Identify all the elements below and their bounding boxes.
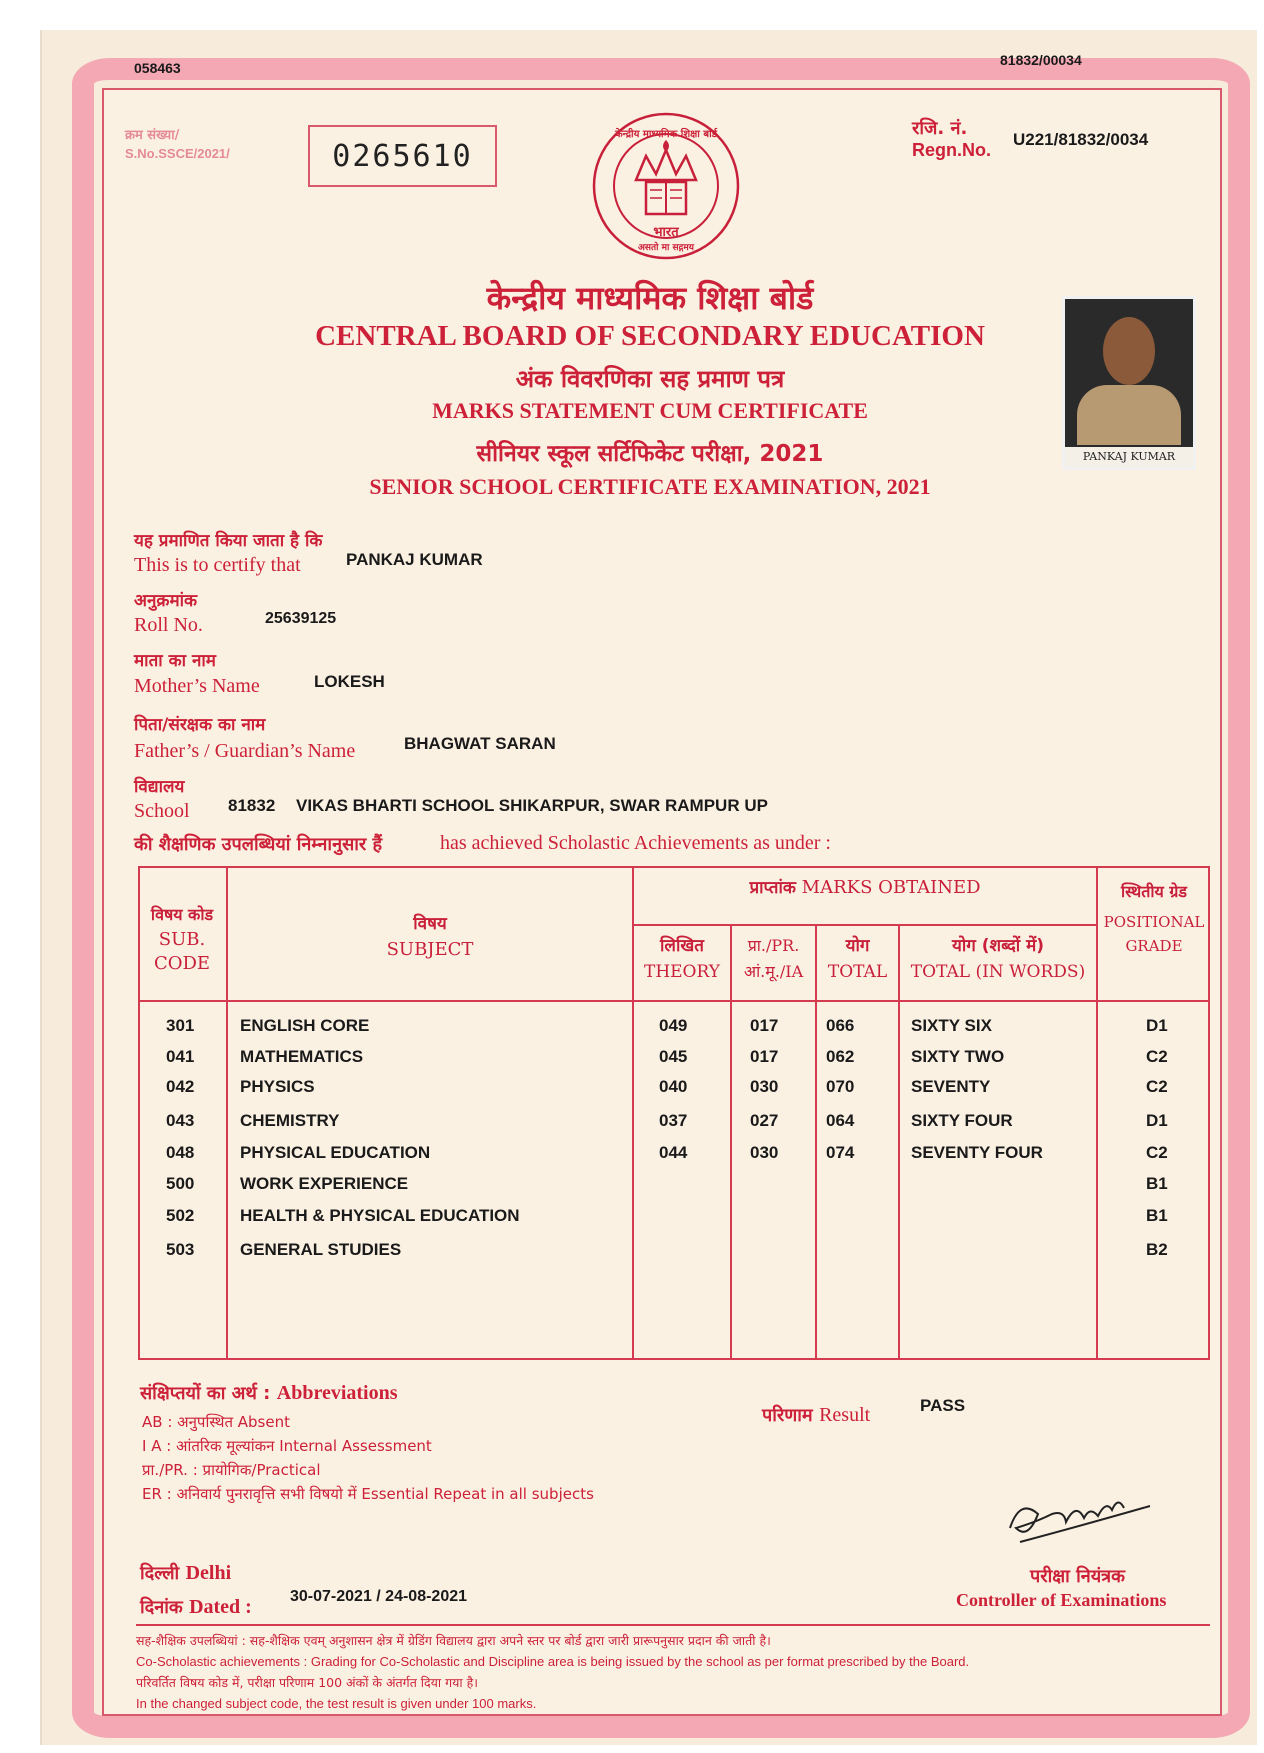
abbr-item: प्रा./PR. : प्रायोगिक/Practical: [142, 1461, 321, 1479]
th-marks: [634, 876, 1096, 900]
cell-grade: C2: [1146, 1077, 1168, 1096]
th-code-1: SUB.: [158, 929, 206, 950]
cell-pr: 027: [750, 1111, 779, 1130]
certify-label: This is to certify that: [134, 554, 301, 576]
cell-code: 048: [166, 1143, 195, 1162]
student-photo: [1062, 296, 1196, 470]
footer-line: In the changed subject code, the test result is given under 100 marks.: [136, 1696, 537, 1711]
abbr-title-label: Abbreviations: [276, 1382, 398, 1404]
school-label: School: [134, 800, 190, 822]
dated-hindi: दिनांक: [140, 1597, 183, 1618]
cell-grade: B2: [1146, 1240, 1168, 1259]
th-ia: आं.मू./IA: [743, 962, 804, 981]
th-words: TOTAL (IN WORDS): [910, 962, 1086, 982]
place: [140, 1560, 231, 1585]
board-seal: [590, 110, 742, 262]
cell-pr: 017: [750, 1016, 779, 1035]
cell-code: 500: [166, 1174, 195, 1193]
achieved-hindi: की शैक्षणिक उपलब्धियां निम्नानुसार हैं: [134, 834, 383, 855]
cell-pr: 030: [750, 1077, 779, 1096]
cell-code: 041: [166, 1047, 195, 1066]
result-label-text: Result: [819, 1404, 871, 1426]
certify-hindi: यह प्रमाणित किया जाता है कि: [134, 531, 323, 551]
cell-grade: B1: [1146, 1206, 1168, 1225]
cell-subject: HEALTH & PHYSICAL EDUCATION: [240, 1206, 520, 1225]
cell-subject: CHEMISTRY: [240, 1111, 340, 1130]
th-total: TOTAL: [827, 962, 888, 982]
seal-text-top: केन्द्रीय माध्यमिक शिक्षा बोर्ड: [614, 129, 718, 140]
school-name: VIKAS BHARTI SCHOOL SHIKARPUR, SWAR RAMPUR UP: [296, 796, 768, 815]
mother-name: LOKESH: [314, 672, 385, 691]
dated: [140, 1594, 252, 1619]
th-subject-hindi: विषय: [413, 914, 447, 934]
th-theory: THEORY: [643, 962, 720, 982]
result-hindi: परिणाम: [762, 1405, 813, 1426]
th-code-hindi: विषय कोड: [150, 905, 214, 924]
cell-pr: 017: [750, 1047, 779, 1066]
abbr-title-hindi: संक्षिप्तयों का अर्थ :: [140, 1383, 271, 1404]
footer-line: Co-Scholastic achievements : Grading for Co-Scholastic and Discipline area is being issued by the school as per format prescribed by the Board.: [136, 1654, 970, 1669]
cell-words: SEVENTY: [911, 1077, 991, 1096]
cell-grade: D1: [1146, 1111, 1168, 1130]
serial-number: 0265610: [308, 125, 497, 187]
cell-code: 301: [166, 1016, 195, 1035]
th-theory-hindi: लिखित: [660, 936, 704, 956]
abbr-item: AB : अनुपस्थित Absent: [142, 1413, 290, 1431]
footer-line: सह-शैक्षिक उपलब्धियां : सह-शैक्षिक एवम् अनुशासन क्षेत्र में ग्रेडिंग विद्यालय द्वारा अपने स्तर पर बोर्ड द्वारा जारी प्रारूपनुसार प्रदान की जाती है।: [136, 1633, 771, 1648]
cell-theory: 049: [659, 1016, 688, 1035]
top-left-number: 058463: [134, 60, 181, 76]
th-marks-label: MARKS OBTAINED: [801, 877, 981, 898]
abbr-item: ER : अनिवार्य पुनरावृत्ति सभी विषयो में Essential Repeat in all subjects: [142, 1485, 594, 1503]
roll-hindi: अनुक्रमांक: [134, 591, 198, 611]
cell-subject: GENERAL STUDIES: [240, 1240, 402, 1259]
cell-subject: WORK EXPERIENCE: [240, 1174, 409, 1193]
cell-words: SIXTY TWO: [911, 1047, 1005, 1066]
footer-line: परिवर्तित विषय कोड में, परीक्षा परिणाम 100 अंकों के अंतर्गत दिया गया है।: [136, 1675, 479, 1690]
th-grade-2: GRADE: [1125, 937, 1183, 955]
place-label: Delhi: [185, 1562, 232, 1584]
father-hindi: पिता/संरक्षक का नाम: [134, 715, 266, 735]
page-title: CENTRAL BOARD OF SECONDARY EDUCATION: [315, 320, 985, 352]
photo-name: PANKAJ KUMAR: [1065, 447, 1193, 467]
regn-number: U221/81832/0034: [1013, 130, 1149, 149]
cell-pr: 030: [750, 1143, 779, 1162]
father-label: Father’s / Guardian’s Name: [134, 740, 356, 762]
cell-subject: PHYSICAL EDUCATION: [240, 1143, 431, 1162]
dated-label: Dated :: [189, 1596, 252, 1618]
th-total-hindi: योग: [845, 936, 870, 956]
student-name: PANKAJ KUMAR: [346, 550, 483, 569]
place-hindi: दिल्ली: [140, 1563, 180, 1584]
mother-label: Mother’s Name: [134, 675, 260, 697]
cell-words: SEVENTY FOUR: [911, 1143, 1043, 1162]
cell-words: SIXTY FOUR: [911, 1111, 1013, 1130]
th-grade-hindi: स्थितीय ग्रेड: [1121, 882, 1187, 901]
school-hindi: विद्यालय: [134, 777, 185, 797]
achieved-text: has achieved Scholastic Achievements as under :: [440, 832, 831, 854]
title-hindi: केन्द्रीय माध्यमिक शिक्षा बोर्ड: [486, 279, 814, 317]
th-pr: प्रा./PR.: [747, 936, 800, 955]
seal-text-bottom: भारत: [653, 225, 679, 240]
roll-number: 25639125: [265, 610, 337, 627]
th-grade-1: POSITIONAL: [1103, 913, 1205, 931]
cell-code: 042: [166, 1077, 195, 1096]
cell-code: 502: [166, 1206, 195, 1225]
controller-title: Controller of Examinations: [956, 1590, 1167, 1610]
result-label: [762, 1402, 870, 1427]
mother-hindi: माता का नाम: [134, 651, 216, 671]
cell-total: 070: [826, 1077, 855, 1096]
cell-grade: D1: [1146, 1016, 1168, 1035]
abbr-list: [142, 1410, 594, 1506]
th-marks-hindi: प्राप्तांक: [749, 878, 796, 898]
controller-hindi: परीक्षा नियंत्रक: [1030, 1566, 1125, 1587]
controller-signature: [1000, 1484, 1160, 1554]
cell-theory: 044: [659, 1143, 688, 1162]
father-name: BHAGWAT SARAN: [404, 734, 556, 753]
regn-label-hindi: रजि. नं.: [912, 118, 968, 139]
cell-grade: C2: [1146, 1047, 1168, 1066]
cell-subject: ENGLISH CORE: [240, 1016, 370, 1035]
dated-value: 30-07-2021 / 24-08-2021: [290, 1588, 468, 1605]
cell-subject: MATHEMATICS: [240, 1047, 364, 1066]
seal-motto: असतो मा सद्गमय: [638, 243, 694, 253]
cell-code: 043: [166, 1111, 195, 1130]
cell-total: 062: [826, 1047, 855, 1066]
subtitle-hindi: अंक विवरणिका सह प्रमाण पत्र: [515, 365, 785, 393]
th-subject: SUBJECT: [386, 939, 474, 960]
cell-theory: 037: [659, 1111, 688, 1130]
cell-total: 066: [826, 1016, 855, 1035]
roll-label: Roll No.: [134, 614, 203, 636]
cell-code: 503: [166, 1240, 195, 1259]
serial-label-hindi: क्रम संख्या/: [125, 128, 180, 143]
subtitle: MARKS STATEMENT CUM CERTIFICATE: [432, 398, 868, 423]
result-value: PASS: [920, 1396, 966, 1415]
cell-total: 074: [826, 1143, 855, 1162]
school-code: 81832: [228, 796, 276, 815]
cell-grade: C2: [1146, 1143, 1168, 1162]
footer-notes: [136, 1630, 1216, 1714]
exam-hindi: सीनियर स्कूल सर्टिफिकेट परीक्षा, 2021: [476, 441, 824, 467]
cell-words: SIXTY SIX: [911, 1016, 992, 1035]
abbr-title: [140, 1380, 398, 1405]
serial-label: S.No.SSCE/2021/: [125, 146, 230, 161]
cell-grade: B1: [1146, 1174, 1168, 1193]
cell-total: 064: [826, 1111, 855, 1130]
th-words-hindi: योग (शब्दों में): [951, 936, 1045, 956]
cell-theory: 045: [659, 1047, 688, 1066]
cell-theory: 040: [659, 1077, 688, 1096]
exam-title: SENIOR SCHOOL CERTIFICATE EXAMINATION, 2021: [369, 474, 931, 499]
abbr-item: I A : आंतरिक मूल्यांकन Internal Assessment: [142, 1437, 432, 1455]
cell-subject: PHYSICS: [240, 1077, 315, 1096]
th-code-2: CODE: [153, 953, 211, 974]
regn-label: Regn.No.: [912, 140, 991, 160]
top-right-number: 81832/00034: [1000, 52, 1082, 68]
